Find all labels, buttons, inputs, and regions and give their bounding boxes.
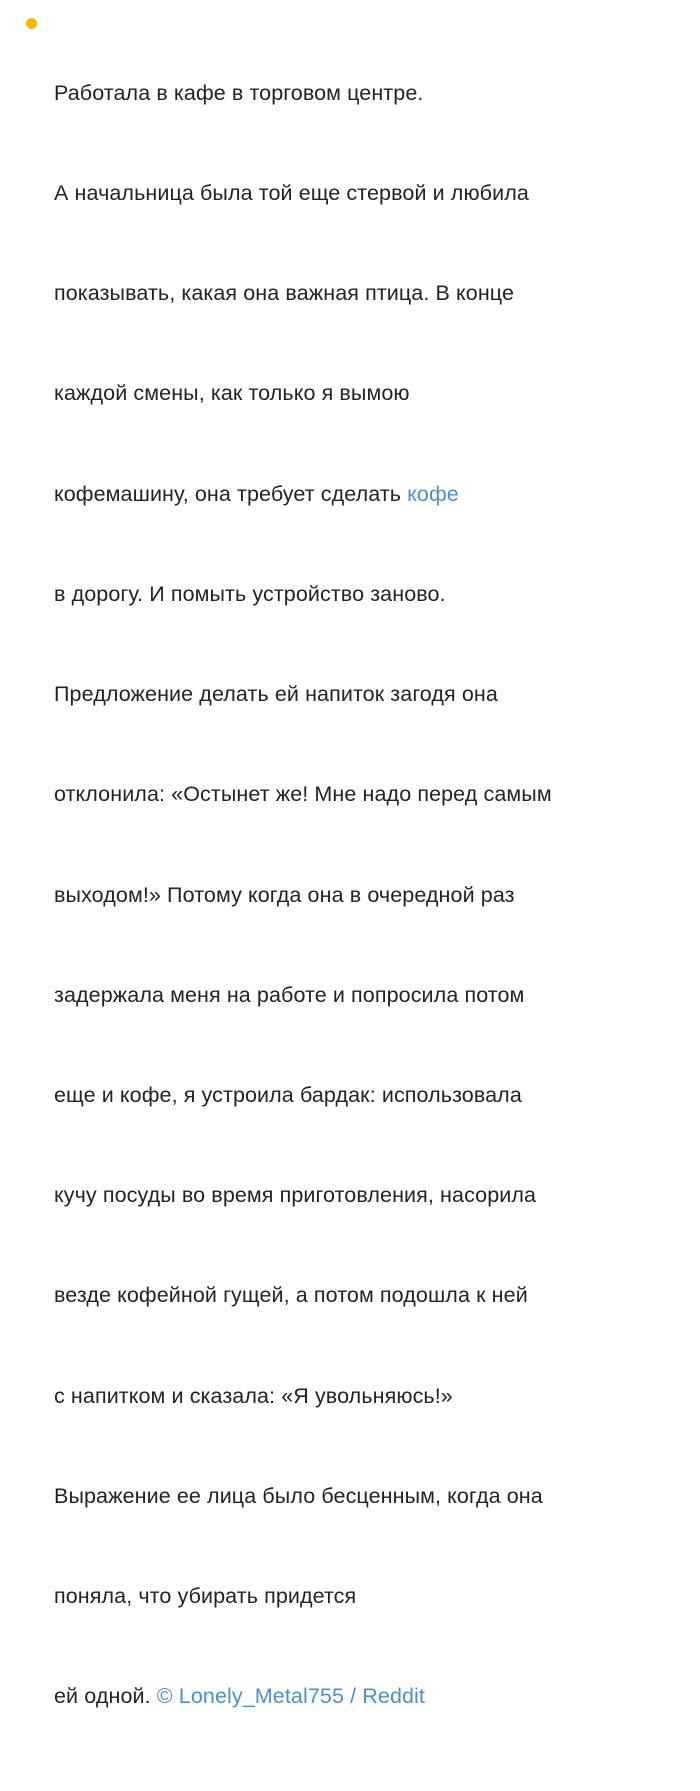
- text-line-17: [54, 1680, 682, 1713]
- text-line-16: поняла, что убирать придется: [54, 1584, 357, 1609]
- text-line-7: Предложение делать ей напиток загодя она: [54, 682, 498, 707]
- text-line-13: везде кофейной гущей, а потом подошла к ней: [54, 1283, 528, 1308]
- text-line-14: с напитком и сказала: «Я увольняюсь!»: [54, 1383, 453, 1408]
- text-line-1: Работала в кафе в торговом центре.: [54, 80, 424, 105]
- text-line-4: каждой смены, как только я вымою: [54, 381, 410, 406]
- text-line-11: еще и кофе, я устроила бардак: использовала: [54, 1083, 522, 1107]
- bullet-icon: [26, 18, 37, 29]
- text-line-5-prefix: кофемашину, она требует сделать: [54, 481, 408, 506]
- text-line-17-prefix: ей одной.: [54, 1684, 157, 1709]
- text-line-10: задержала меня на работе и попросила потом: [54, 982, 525, 1007]
- text-line-15: Выражение ее лица было бесценным, когда она: [54, 1483, 543, 1508]
- text-line-3: показывать, какая она важная птица. В конце: [54, 281, 515, 306]
- text-line-5: [54, 478, 682, 511]
- text-line-12: кучу посуды во время приготовления, насорила: [54, 1183, 537, 1208]
- text-line-8: отклонила: «Остынет же! Мне надо перед самым: [54, 782, 552, 807]
- text-line-2: А начальница была той еще стервой и любила: [54, 181, 529, 206]
- source-credit-link[interactable]: © Lonely_Metal755 / Reddit: [156, 1684, 426, 1709]
- text-line-9: выходом!» Потому когда она в очередной раз: [54, 882, 515, 907]
- post-body: [54, 10, 682, 1781]
- text-line-6: в дорогу. И помыть устройство заново.: [54, 581, 446, 606]
- coffee-link[interactable]: кофе: [407, 481, 459, 506]
